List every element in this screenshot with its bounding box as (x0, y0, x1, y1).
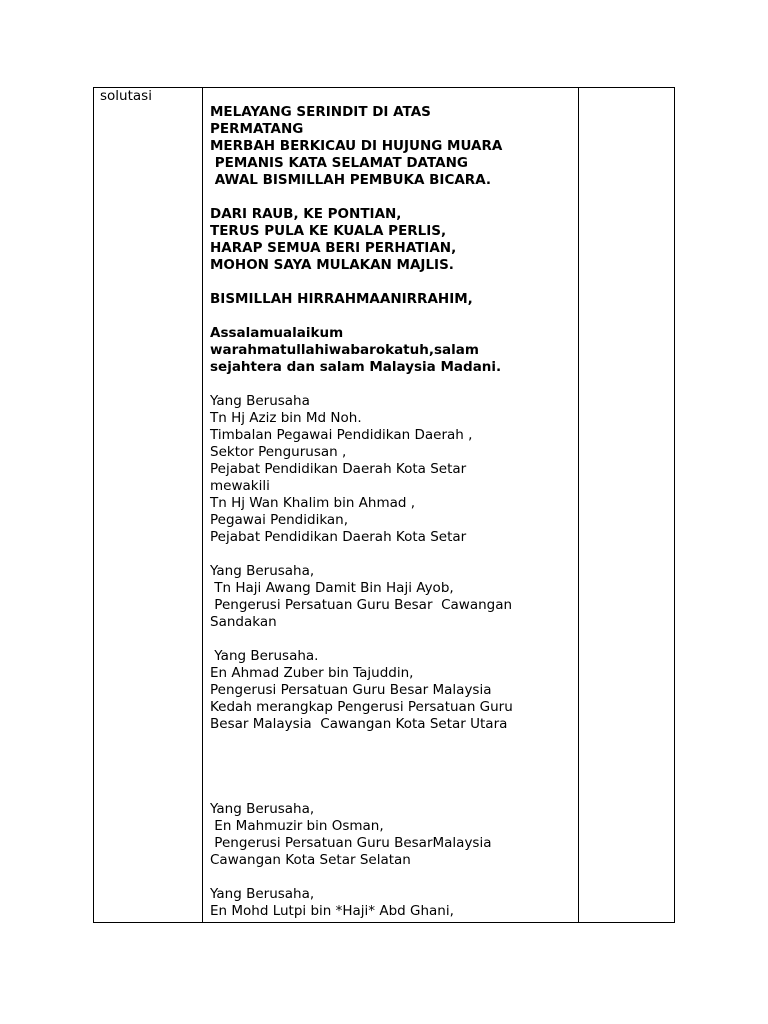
greeting-line: Yang Berusaha, (210, 563, 315, 579)
pantun-line: PERMATANG (210, 121, 304, 137)
greeting-line: Pengerusi Persatuan Guru Besar Cawangan (210, 597, 513, 613)
salam-paragraph (210, 325, 575, 376)
greeting-block (210, 393, 575, 546)
greeting-line: Yang Berusaha, (210, 801, 315, 817)
greeting-block (210, 563, 575, 631)
greeting-line: Tn Hj Aziz bin Md Noh. (210, 410, 362, 426)
greeting-line: Pengerusi Persatuan Guru Besar Malaysia (210, 682, 492, 698)
pantun-opening (210, 104, 575, 189)
greeting-line: Yang Berusaha, (210, 886, 315, 902)
greeting-line: Cawangan Kota Setar Selatan (210, 852, 411, 868)
greeting-line: Yang Berusaha. (210, 648, 319, 664)
greeting-line: Pengerusi Persatuan Guru BesarMalaysia (210, 835, 492, 851)
pantun-line: MOHON SAYA MULAKAN MAJLIS. (210, 257, 454, 273)
pantun-line: PEMANIS KATA SELAMAT DATANG (210, 155, 468, 171)
content-column (203, 88, 579, 922)
greeting-line: mewakili (210, 478, 270, 494)
greeting-block (210, 886, 575, 920)
bismillah-line: BISMILLAH HIRRAHMAANIRRAHIM, (210, 291, 473, 307)
pantun-second (210, 206, 575, 274)
salam-line: Assalamualaikum (210, 325, 344, 341)
greeting-line: Tn Hj Wan Khalim bin Ahmad , (210, 495, 416, 511)
pantun-line: MELAYANG SERINDIT DI ATAS (210, 104, 431, 120)
greeting-line: Timbalan Pegawai Pendidikan Daerah , (210, 427, 473, 443)
pantun-line: TERUS PULA KE KUALA PERLIS, (210, 223, 447, 239)
greeting-line: Sektor Pengurusan , (210, 444, 347, 460)
pantun-line: MERBAH BERKICAU DI HUJUNG MUARA (210, 138, 503, 154)
speech-text (210, 104, 575, 920)
pantun-line: AWAL BISMILLAH PEMBUKA BICARA. (210, 172, 492, 188)
greeting-line: En Ahmad Zuber bin Tajuddin, (210, 665, 414, 681)
pantun-line: DARI RAUB, KE PONTIAN, (210, 206, 402, 222)
greeting-line: Yang Berusaha (210, 393, 310, 409)
greeting-line: Pegawai Pendidikan, (210, 512, 349, 528)
document-table (93, 87, 675, 923)
label-column (94, 88, 203, 922)
salam-line: sejahtera dan salam Malaysia Madani. (210, 359, 502, 375)
greeting-line: En Mahmuzir bin Osman, (210, 818, 384, 834)
greeting-block (210, 648, 575, 733)
greeting-line: En Mohd Lutpi bin *Haji* Abd Ghani, (210, 903, 454, 919)
label-cell-text: solutasi (100, 88, 152, 104)
salam-line: warahmatullahiwabarokatuh,salam (210, 342, 479, 358)
greeting-block (210, 801, 575, 869)
empty-column (579, 88, 674, 922)
greeting-line: Kedah merangkap Pengerusi Persatuan Guru (210, 699, 513, 715)
greeting-line: Pejabat Pendidikan Daerah Kota Setar (210, 461, 467, 477)
greeting-line: Tn Haji Awang Damit Bin Haji Ayob, (210, 580, 454, 596)
greeting-line: Pejabat Pendidikan Daerah Kota Setar (210, 529, 467, 545)
greeting-line: Besar Malaysia Cawangan Kota Setar Utara (210, 716, 508, 732)
greeting-line: Sandakan (210, 614, 277, 630)
pantun-line: HARAP SEMUA BERI PERHATIAN, (210, 240, 457, 256)
